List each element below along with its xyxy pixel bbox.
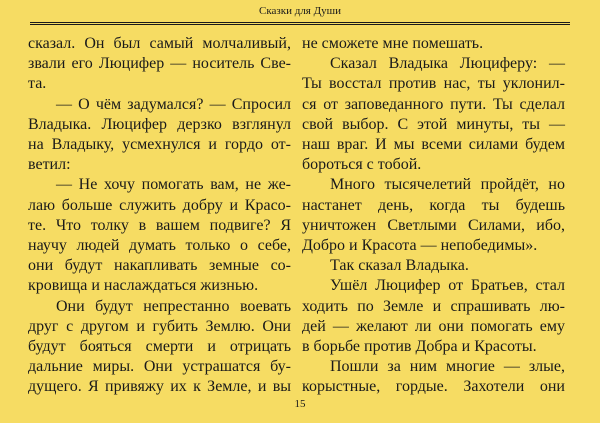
text-line: в борьбе против Добра и Красоты.: [302, 338, 537, 356]
text-line: наш враг. И мы всеми силами будем: [302, 136, 565, 154]
text-line: дей — желают ли они помогать ему: [302, 317, 565, 335]
text-line: настанет день, когда ты будешь: [302, 196, 565, 214]
text-line: Много тысячелетий пройдёт, но: [330, 176, 565, 194]
text-line: Владыка. Люцифер дерзко взглянул: [28, 115, 291, 133]
left-column: [28, 34, 291, 398]
text-line: корыстные, гордые. Захотели они: [302, 378, 565, 396]
text-line: Добро и Красота — непобедимы».: [302, 237, 538, 255]
text-line: не сможете мне помешать.: [302, 35, 484, 52]
text-line: друг с другом и губить Землю. Они: [28, 317, 291, 335]
text-line: дущего. Я привяжу их к Земле, и вы: [28, 378, 291, 396]
text-line: Сказал Владыка Люциферу: —: [330, 55, 565, 73]
text-line: ся от заповеданного пути. Ты сделал: [302, 95, 565, 113]
text-line: Пошли за ним многие — злые,: [330, 358, 565, 376]
text-line: на Владыку, усмехнулся и гордо от-: [28, 136, 291, 154]
text-line: ветил:: [28, 156, 71, 174]
text-line: будут бояться смерти и отрицать: [28, 338, 291, 356]
text-line: уничтожен Светлыми Силами, ибо,: [302, 216, 565, 234]
text-line: — О чём задумался? — Спросил: [56, 95, 291, 113]
header-rule-top: [30, 22, 570, 23]
right-column: [302, 34, 565, 398]
running-header: Сказки для Души: [259, 5, 341, 17]
text-line: Так сказал Владыка.: [330, 257, 469, 275]
text-line: та.: [28, 75, 47, 93]
text-line: Ушёл Люцифер от Братьев, стал: [330, 277, 565, 295]
text-line: Ты восстал против нас, ты уклонил-: [302, 75, 565, 93]
text-line: звали его Люцифер — носитель Све-: [28, 55, 291, 73]
text-line: — Не хочу помогать вам, не же-: [56, 176, 291, 194]
text-line: научу людей думать только о себе,: [28, 237, 291, 255]
text-line: лаю больше служить добру и Красо-: [28, 196, 291, 214]
text-line: Они будут непрестанно воевать: [56, 297, 291, 315]
text-line: кровища и наслаждаться жизнью.: [28, 277, 259, 295]
text-line: они будут накапливать земные со-: [28, 257, 291, 275]
page-number: 15: [294, 398, 306, 410]
header-rule-bottom: [30, 24, 570, 25]
text-line: сказал. Он был самый молчаливый,: [28, 35, 291, 52]
text-line: бороться с тобой.: [302, 156, 422, 174]
text-line: дальние миры. Они устрашатся бу-: [28, 358, 291, 376]
text-line: те. Что толку в вашем подвиге? Я: [28, 216, 291, 234]
text-line: ходить по Земле и спрашивать лю-: [302, 297, 565, 315]
text-line: свой выбор. С этой минуты, ты —: [302, 115, 565, 133]
